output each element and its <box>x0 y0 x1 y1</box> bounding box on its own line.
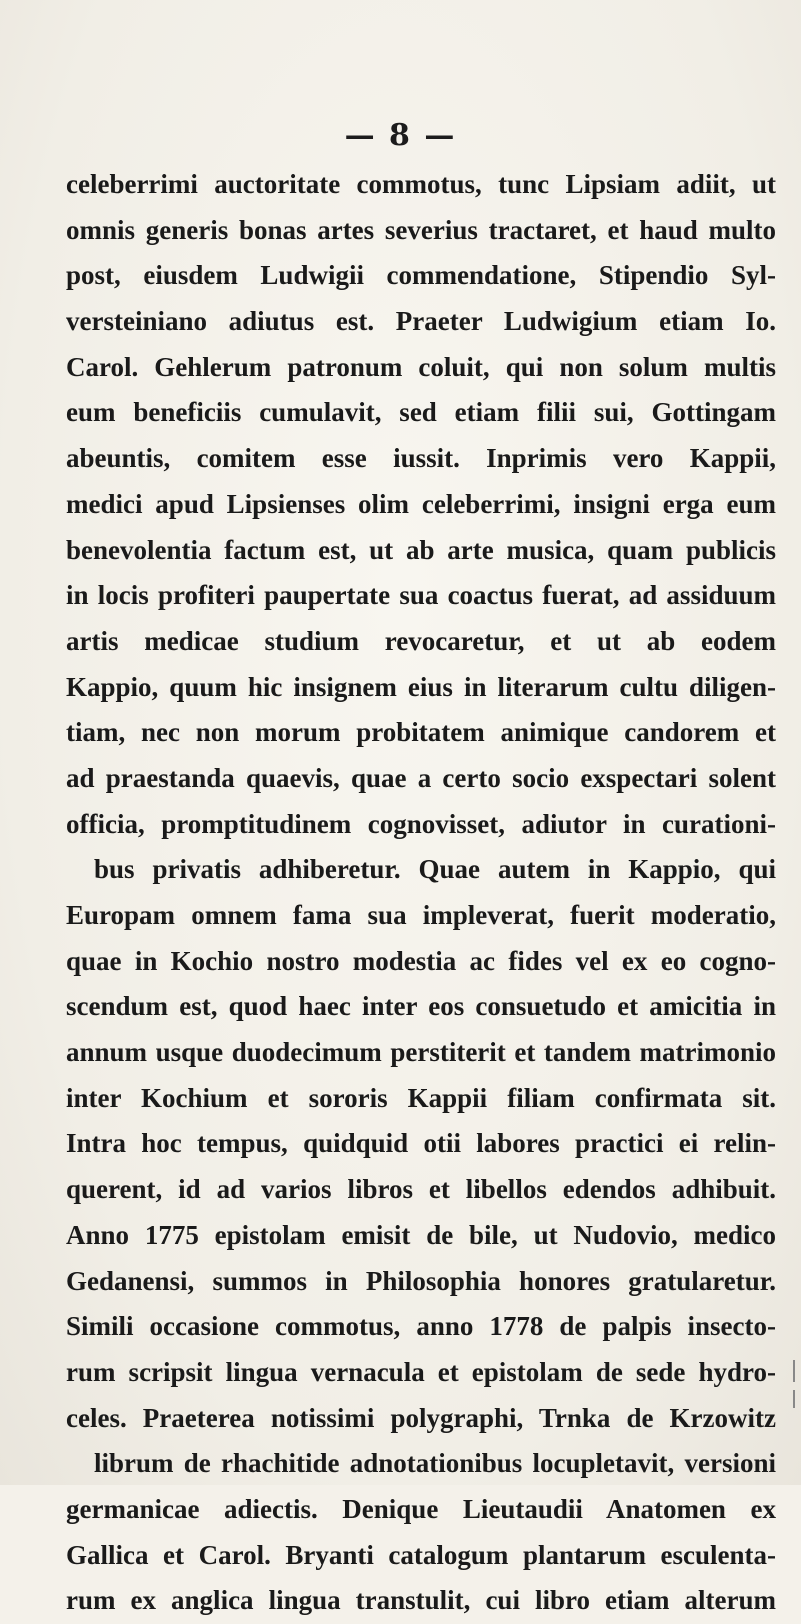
text-line: Europam omnem fama sua impleverat, fuerit moderatio, <box>66 900 776 930</box>
text-line: rum ex anglica lingua transtulit, cui libro etiam alterum <box>66 1585 776 1616</box>
text-line: Simili occasione commotus, anno 1778 de palpis insecto- <box>66 1311 776 1342</box>
text-line: querent, id ad varios libros et libellos edendos adhibuit. <box>66 1174 776 1205</box>
text-line: officia, promptitudinem cognovisset, adiutor in curationi- <box>66 808 776 839</box>
text-line: inter Kochium et sororis Kappii filiam confirmata sit. <box>66 1082 776 1113</box>
page-number: — 8 — <box>344 118 457 153</box>
text-line: quae in Kochio nostro modestia ac fides vel ex eo cogno- <box>66 945 776 976</box>
text-line: Kappio, quum hic insignem eius in literarum cultu diligen- <box>66 671 776 702</box>
text-line: Gallica et Carol. Bryanti catalogum plantarum esculenta- <box>66 1539 776 1570</box>
text-line: benevolentia factum est, ut ab arte musica, quam publicis <box>66 534 776 565</box>
text-line: post, eiusdem Ludwigii commendatione, Stipendio Syl- <box>66 260 776 291</box>
text-line: artis medicae studium revocaretur, et ut ab eodem <box>66 625 776 656</box>
text-line: bus privatis adhiberetur. Quae autem in Kappio, qui <box>94 854 776 885</box>
text-line: eum beneficiis cumulavit, sed etiam filii sui, Gottingam <box>66 397 776 428</box>
margin-mark <box>793 1360 795 1382</box>
text-line: annum usque duodecimum perstiterit et tandem matrimonio <box>66 1037 776 1068</box>
text-line: celes. Praeterea notissimi polygraphi, Trnka de Krzowitz <box>66 1402 776 1433</box>
text-line: rum scripsit lingua vernacula et epistolam de sede hydro- <box>66 1356 776 1387</box>
text-line: Intra hoc tempus, quidquid otii labores practici ei relin- <box>66 1128 776 1159</box>
text-line: librum de rhachitide adnotationibus locupletavit, versioni <box>94 1448 776 1479</box>
text-line: germanicae adiectis. Denique Lieutaudii Anatomen ex <box>66 1493 776 1524</box>
body-text <box>66 162 776 1624</box>
text-line: scendum est, quod haec inter eos consuetudo et amicitia in <box>66 991 776 1022</box>
text-line: omnis generis bonas artes severius tractaret, et haud multo <box>66 214 776 245</box>
text-line: Anno 1775 epistolam emisit de bile, ut Nudovio, medico <box>66 1219 776 1250</box>
text-line: tiam, nec non morum probitatem animique candorem et <box>66 717 776 748</box>
text-line: versteiniano adiutus est. Praeter Ludwigium etiam Io. <box>66 306 776 337</box>
text-line: Carol. Gehlerum patronum coluit, qui non solum multis <box>66 351 776 382</box>
text-line: medici apud Lipsienses olim celeberrimi, insigni erga eum <box>66 488 776 519</box>
text-line: Gedanensi, summos in Philosophia honores gratularetur. <box>66 1265 776 1296</box>
text-line: ad praestanda quaevis, quae a certo socio exspectari solent <box>66 762 776 793</box>
text-line: abeuntis, comitem esse iussit. Inprimis vero Kappii, <box>66 443 776 474</box>
margin-mark <box>793 1390 795 1408</box>
text-line: celeberrimi auctoritate commotus, tunc Lipsiam adiit, ut <box>66 169 776 199</box>
text-line: in locis profiteri paupertate sua coactus fuerat, ad assiduum <box>66 580 776 611</box>
